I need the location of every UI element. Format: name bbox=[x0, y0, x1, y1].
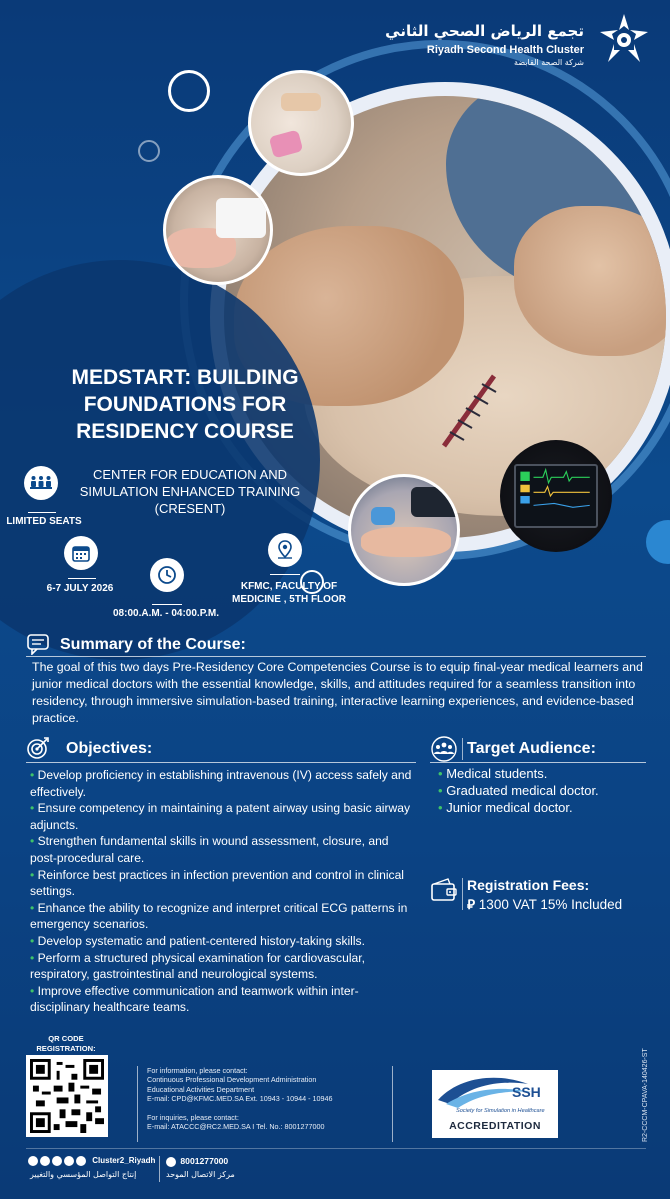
footer-divider-left bbox=[137, 1066, 138, 1142]
social-phone-divider bbox=[159, 1156, 160, 1182]
list-item: • Develop systematic and patient-centered history-taking skills. bbox=[30, 933, 365, 948]
instagram-icon[interactable] bbox=[64, 1156, 74, 1166]
riyal-icon: ⃁ bbox=[467, 897, 476, 912]
social-arabic: إنتاج التواصل المؤسسي والتغيير bbox=[30, 1170, 137, 1179]
decor-ring-right bbox=[646, 520, 670, 564]
logo-arabic-sub: شركة الصحة القابضة bbox=[514, 58, 584, 67]
summary-text: The goal of this two days Pre-Residency Core Competencies Course is to equip final-year medical learners and junior medical doctors with the essential knowledge, skills, and attitudes required for a seamless transition into residency, through immersive simulation-based training, interactive learning experiences, and evidence-based practice. bbox=[32, 660, 643, 725]
contact-email-line[interactable]: E-mail: CPD@KFMC.MED.SA Ext. 10943 - 10944 - 10946 bbox=[147, 1094, 333, 1104]
location-label: KFMC, FACULTY OF MEDICINE , 5TH FLOOR bbox=[232, 581, 346, 605]
audience-divider bbox=[462, 738, 463, 760]
qr-label: QR CODE REGISTRATION: bbox=[36, 1034, 96, 1053]
decor-ring-small bbox=[168, 70, 210, 112]
inquiry-email-line[interactable]: E-mail: ATACCC@RC2.MED.SA I Tel. No.: 8001277000 bbox=[147, 1122, 325, 1132]
location-underline bbox=[270, 574, 300, 575]
seats-icon bbox=[24, 466, 58, 500]
cluster-logo bbox=[385, 12, 652, 72]
fees-divider bbox=[462, 878, 463, 910]
star-logo-icon bbox=[596, 12, 652, 68]
calendar-icon bbox=[64, 536, 98, 570]
contact-line: Continuous Professional Development Administration bbox=[147, 1075, 317, 1085]
fees-title: Registration Fees: bbox=[467, 877, 590, 893]
phone-number[interactable]: 8001277000 bbox=[180, 1156, 229, 1166]
document-code: R2-CCCM-CPAVA-140426-ST bbox=[642, 1048, 649, 1142]
summary-title: Summary of the Course: bbox=[60, 636, 246, 653]
phone-row bbox=[166, 1156, 228, 1167]
list-item: • Reinforce best practices in infection prevention and control in clinical settings. bbox=[30, 867, 404, 899]
tiktok-icon[interactable] bbox=[40, 1156, 50, 1166]
linkedin-icon[interactable] bbox=[52, 1156, 62, 1166]
fees-value-row bbox=[467, 895, 622, 913]
contact-line: For information, please contact: bbox=[147, 1066, 248, 1075]
objectives-rule bbox=[26, 762, 416, 763]
x-icon[interactable] bbox=[28, 1156, 38, 1166]
suture-stitches bbox=[424, 366, 514, 456]
logo-english-name: Riyadh Second Health Cluster bbox=[426, 44, 584, 56]
audience-title: Target Audience: bbox=[467, 740, 596, 757]
list-item: • Ensure competency in maintaining a patent airway using basic airway adjuncts. bbox=[30, 801, 411, 832]
ssh-accreditation-label: ACCREDITATION bbox=[449, 1120, 541, 1132]
footer-divider-right bbox=[392, 1066, 393, 1142]
objectives-list bbox=[30, 767, 414, 1016]
audience-list bbox=[438, 765, 648, 816]
contact-info bbox=[147, 1066, 387, 1131]
audience-icon bbox=[430, 736, 458, 762]
list-item: • Improve effective communication and teamwork within inter-disciplinary healthcare teams. bbox=[30, 983, 359, 1015]
snapchat-icon[interactable] bbox=[76, 1156, 86, 1166]
list-item: • Medical students. bbox=[438, 766, 548, 781]
fees-value: 1300 VAT 15% Included bbox=[478, 897, 623, 912]
date-underline bbox=[68, 578, 96, 579]
contact-line: Educational Activities Department bbox=[147, 1084, 255, 1094]
summary-rule bbox=[26, 656, 646, 657]
photo-suture-practice bbox=[248, 70, 354, 176]
inquiry-line: For inquiries, please contact: bbox=[147, 1112, 239, 1122]
decor-ring-tiny bbox=[138, 140, 160, 162]
list-item: • Enhance the ability to recognize and interpret critical ECG patterns in emergency scenarios. bbox=[30, 900, 408, 932]
footer-bottom-rule bbox=[26, 1148, 646, 1149]
time-label: 08:00.A.M. - 04:00.P.M. bbox=[113, 608, 219, 619]
registration-qr-code[interactable] bbox=[26, 1055, 108, 1137]
social-links bbox=[28, 1156, 155, 1166]
list-item: • Strengthen fundamental skills in wound assessment, closure, and post-procedural care. bbox=[30, 834, 389, 865]
photo-ecg-monitor bbox=[500, 440, 612, 552]
phone-arabic: مركز الاتصال الموحد bbox=[166, 1170, 235, 1179]
photo-iv-training bbox=[348, 474, 460, 586]
list-item: • Develop proficiency in establishing intravenous (IV) access safely and effectively. bbox=[30, 768, 412, 799]
seats-label: LIMITED SEATS bbox=[6, 516, 82, 527]
logo-arabic-name: تجمع الرياض الصحي الثاني bbox=[385, 22, 584, 40]
course-title: MEDSTART: BUILDING FOUNDATIONS FOR RESIDENCY COURSE bbox=[71, 366, 299, 443]
clock-icon bbox=[150, 558, 184, 592]
ssh-full-name: Society for Simulation in Healthcare bbox=[456, 1108, 545, 1114]
photo-manikin-airway bbox=[163, 175, 273, 285]
social-handle[interactable]: Cluster2_Riyadh bbox=[92, 1156, 156, 1166]
summary-icon bbox=[26, 633, 50, 655]
list-item: • Perform a structured physical examination for cardiovascular, respiratory, gastrointestinal and neurological systems. bbox=[30, 950, 365, 982]
audience-rule bbox=[430, 762, 646, 763]
ssh-accreditation-badge bbox=[432, 1070, 558, 1138]
qr-pattern-icon bbox=[30, 1059, 104, 1133]
location-icon bbox=[268, 533, 302, 567]
list-item: • Junior medical doctor. bbox=[438, 800, 573, 815]
ecg-monitor-screen bbox=[514, 464, 598, 528]
target-dart-icon bbox=[26, 736, 50, 760]
date-label: 6-7 JULY 2026 bbox=[46, 583, 114, 594]
objectives-title: Objectives: bbox=[66, 740, 153, 757]
phone-icon bbox=[166, 1157, 176, 1167]
list-item: • Graduated medical doctor. bbox=[438, 783, 599, 798]
wallet-icon bbox=[430, 878, 458, 902]
course-organizer: CENTER FOR EDUCATION AND SIMULATION ENHANCED TRAINING (CRESENT) bbox=[79, 467, 301, 516]
seats-underline bbox=[28, 512, 56, 513]
hero-hand-right bbox=[514, 206, 670, 356]
time-underline bbox=[152, 604, 182, 605]
ssh-abbr: SSH bbox=[512, 1084, 541, 1100]
